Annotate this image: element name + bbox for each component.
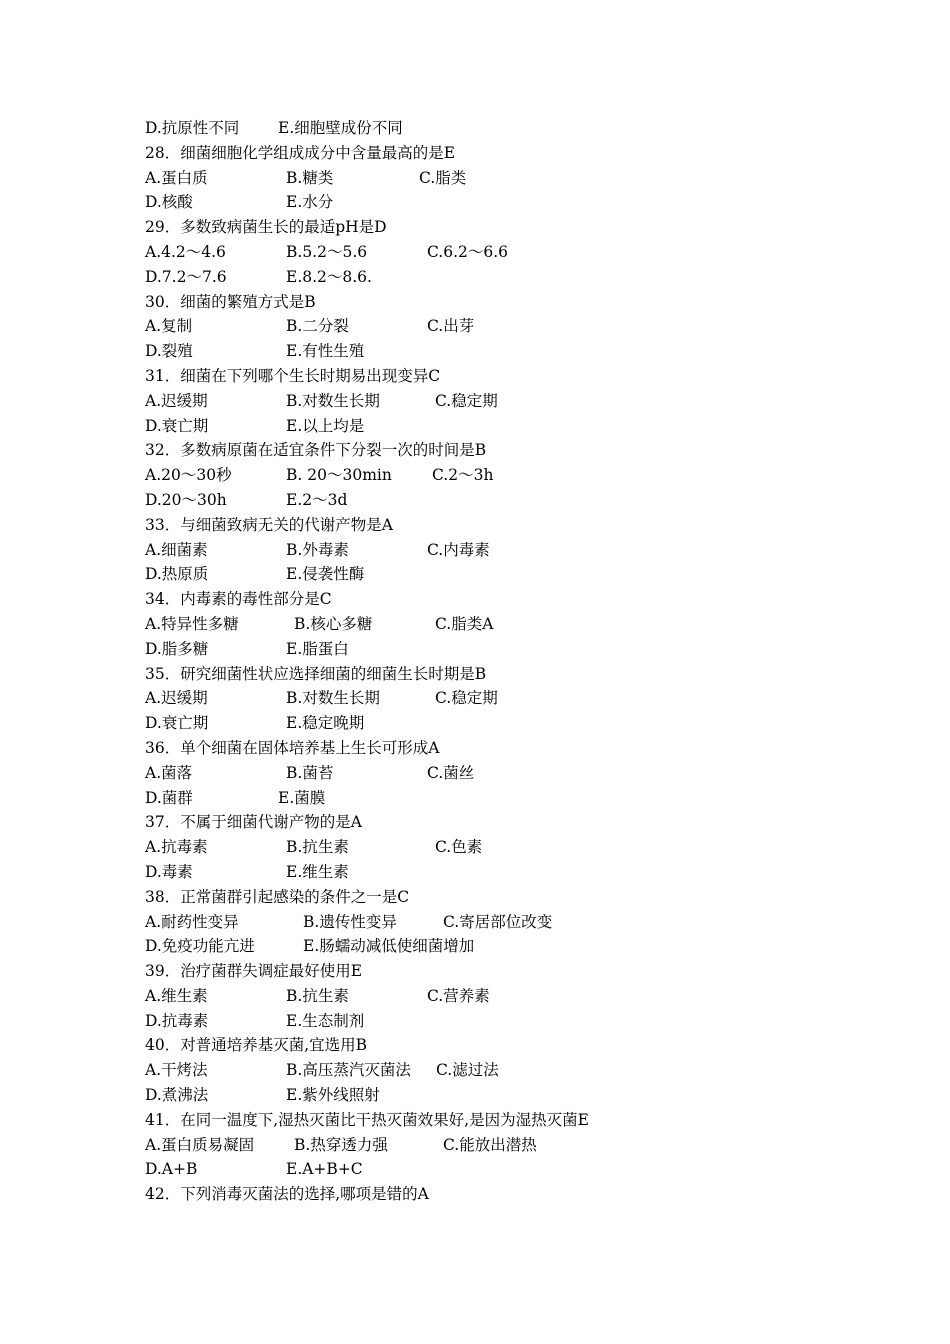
options-row	[145, 860, 905, 885]
answer-option: C.脂类	[419, 168, 467, 187]
question-text: 41．在同一温度下,湿热灭菌比干热灭菌效果好,是因为湿热灭菌E	[145, 1110, 589, 1129]
answer-option: C.滤过法	[436, 1061, 499, 1080]
answer-option: B.糖类	[286, 168, 334, 187]
options-row	[145, 1058, 905, 1083]
answer-option: C.寄居部位改变	[443, 912, 553, 931]
options-row	[145, 463, 905, 488]
answer-option: E.水分	[286, 193, 334, 212]
options-row	[145, 240, 905, 265]
answer-option: B.核心多糖	[294, 614, 373, 633]
question-stem	[145, 885, 905, 910]
answer-option: D.热原质	[145, 565, 209, 584]
answer-option: B.对数生长期	[286, 689, 380, 708]
options-row	[145, 835, 905, 860]
answer-option: A.特异性多糖	[145, 614, 239, 633]
question-text: 36．单个细菌在固体培养基上生长可形成A	[145, 738, 440, 757]
options-row	[145, 934, 905, 959]
answer-option: C.营养素	[427, 986, 490, 1005]
question-stem	[145, 959, 905, 984]
answer-option: D.菌群	[145, 788, 193, 807]
question-stem	[145, 662, 905, 687]
question-stem	[145, 364, 905, 389]
answer-option: E.菌膜	[278, 788, 326, 807]
answer-option: D.煮沸法	[145, 1086, 209, 1105]
answer-option: B.菌苔	[286, 763, 334, 782]
answer-option: C.脂类A	[435, 614, 494, 633]
question-text: 34．内毒素的毒性部分是C	[145, 590, 332, 609]
answer-option: A.复制	[145, 317, 193, 336]
answer-option: D.抗毒素	[145, 1011, 209, 1030]
answer-option: B.对数生长期	[286, 391, 380, 410]
options-row	[145, 1157, 905, 1182]
answer-option: E.稳定晚期	[286, 714, 365, 733]
answer-option: A.细菌素	[145, 540, 208, 559]
answer-option: C.色素	[435, 838, 483, 857]
options-row	[145, 116, 905, 141]
answer-option: E.细胞壁成份不同	[278, 119, 403, 137]
answer-option: B.抗生素	[286, 838, 349, 857]
question-stem	[145, 1033, 905, 1058]
question-stem	[145, 141, 905, 166]
options-row	[145, 166, 905, 191]
options-row	[145, 612, 905, 637]
answer-option: B.二分裂	[286, 317, 349, 336]
answer-option: E.A+B+C	[286, 1160, 363, 1179]
question-text: 30．细菌的繁殖方式是B	[145, 292, 316, 311]
options-row	[145, 984, 905, 1009]
options-row	[145, 488, 905, 513]
answer-option: A.抗毒素	[145, 838, 208, 857]
answer-option: A.4.2～4.6	[145, 242, 226, 261]
options-row	[145, 637, 905, 662]
answer-option: A.菌落	[145, 763, 193, 782]
answer-option: B.外毒素	[286, 540, 349, 559]
answer-option: D.免疫功能亢进	[145, 937, 255, 956]
question-list	[145, 116, 905, 1207]
options-row	[145, 190, 905, 215]
options-row	[145, 389, 905, 414]
answer-option: C.出芽	[427, 317, 475, 336]
answer-option: A.蛋白质	[145, 168, 208, 187]
answer-option: D.裂殖	[145, 342, 193, 361]
question-text: 31．细菌在下列哪个生长时期易出现变异C	[145, 366, 441, 385]
options-row	[145, 538, 905, 563]
answer-option: B.遗传性变异	[303, 912, 397, 931]
options-row	[145, 761, 905, 786]
question-text: 29．多数致病菌生长的最适pH是D	[145, 218, 387, 237]
question-text: 32．多数病原菌在适宜条件下分裂一次的时间是B	[145, 441, 487, 460]
answer-option: C.稳定期	[435, 689, 498, 708]
answer-option: D.核酸	[145, 193, 193, 212]
options-row	[145, 711, 905, 736]
question-text: 40．对普通培养基灭菌,宜选用B	[145, 1036, 368, 1055]
question-stem	[145, 1182, 905, 1207]
answer-option: D.衰亡期	[145, 416, 209, 435]
options-row	[145, 786, 905, 811]
answer-option: E.生态制剂	[286, 1011, 365, 1030]
answer-option: A.迟缓期	[145, 689, 208, 708]
answer-option: C.菌丝	[427, 763, 475, 782]
answer-option: A.干烤法	[145, 1061, 208, 1080]
question-text: 39．治疗菌群失调症最好使用E	[145, 962, 363, 981]
question-text: 33．与细菌致病无关的代谢产物是A	[145, 515, 393, 534]
answer-option: E.维生素	[286, 862, 349, 881]
answer-option: D.衰亡期	[145, 714, 209, 733]
question-text: 38．正常菌群引起感染的条件之一是C	[145, 887, 410, 906]
question-text: 35．研究细菌性状应选择细菌的细菌生长时期是B	[145, 664, 487, 683]
answer-option: C.6.2～6.6	[427, 242, 509, 261]
options-row	[145, 910, 905, 935]
question-stem	[145, 513, 905, 538]
answer-option: D.脂多糖	[145, 639, 209, 658]
answer-option: E.有性生殖	[286, 342, 365, 361]
question-stem	[145, 1108, 905, 1133]
answer-option: E.2～3d	[286, 490, 348, 509]
answer-option: E.以上均是	[286, 416, 365, 435]
answer-option: B.高压蒸汽灭菌法	[286, 1061, 411, 1080]
question-text: 37．不属于细菌代谢产物的是A	[145, 813, 362, 832]
answer-option: C.2～3h	[432, 466, 494, 485]
answer-option: B.5.2～5.6	[286, 242, 368, 261]
question-stem	[145, 587, 905, 612]
answer-option: A.维生素	[145, 986, 208, 1005]
options-row	[145, 314, 905, 339]
question-text: 28．细菌细胞化学组成成分中含量最高的是E	[145, 143, 456, 162]
answer-option: A.20～30秒	[145, 466, 232, 485]
options-row	[145, 339, 905, 364]
question-stem	[145, 438, 905, 463]
answer-option: A.迟缓期	[145, 391, 208, 410]
options-row	[145, 1083, 905, 1108]
question-stem	[145, 215, 905, 240]
answer-option: B. 20～30min	[286, 466, 392, 485]
options-row	[145, 265, 905, 290]
answer-option: B.热穿透力强	[294, 1135, 388, 1154]
options-row	[145, 1133, 905, 1158]
answer-option: A.耐药性变异	[145, 912, 239, 931]
answer-option: A.蛋白质易凝固	[145, 1135, 255, 1154]
answer-option: E.紫外线照射	[286, 1086, 380, 1105]
answer-option: E.8.2～8.6.	[286, 267, 372, 286]
options-row	[145, 1009, 905, 1034]
answer-option: D.20～30h	[145, 490, 227, 509]
answer-option: D.A+B	[145, 1160, 198, 1179]
options-row	[145, 686, 905, 711]
answer-option: C.内毒素	[427, 540, 490, 559]
question-stem	[145, 736, 905, 761]
answer-option: E.肠蠕动减低使细菌增加	[303, 937, 475, 956]
answer-option: D.抗原性不同	[145, 119, 240, 137]
options-row	[145, 414, 905, 439]
answer-option: E.脂蛋白	[286, 639, 349, 658]
answer-option: B.抗生素	[286, 986, 349, 1005]
answer-option: D.毒素	[145, 862, 193, 881]
question-stem	[145, 290, 905, 315]
options-row	[145, 562, 905, 587]
answer-option: E.侵袭性酶	[286, 565, 365, 584]
answer-option: C.能放出潜热	[443, 1135, 537, 1154]
answer-option: C.稳定期	[435, 391, 498, 410]
question-text: 42．下列消毒灭菌法的选择,哪项是错的A	[145, 1185, 429, 1204]
question-stem	[145, 810, 905, 835]
answer-option: D.7.2～7.6	[145, 267, 227, 286]
